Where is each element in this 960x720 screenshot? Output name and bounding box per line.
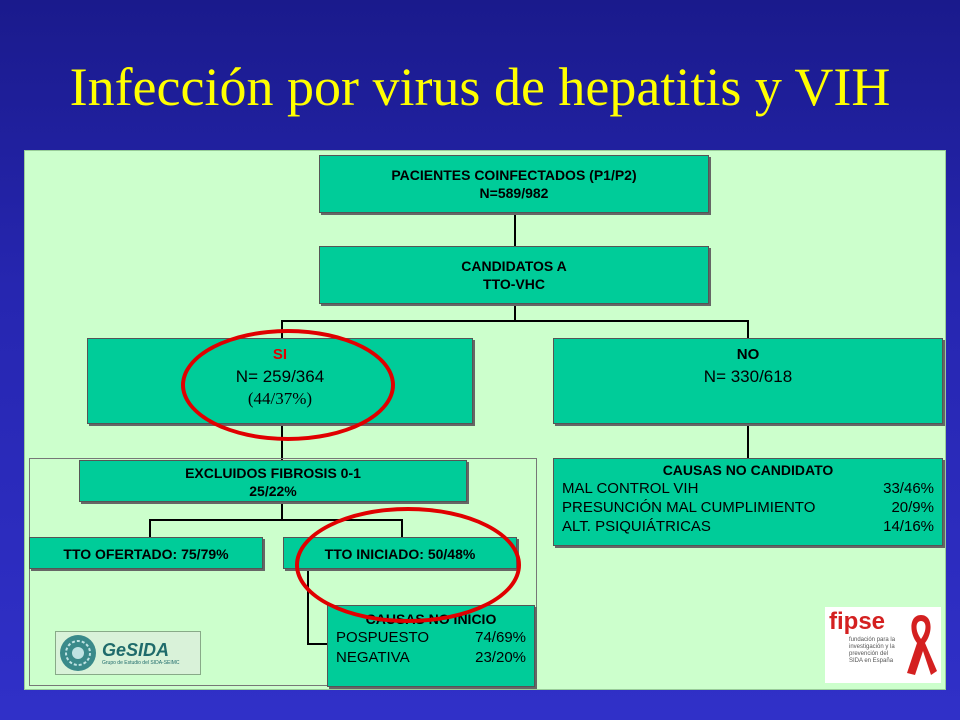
connector-line xyxy=(747,320,749,338)
causas-no-candidato-row xyxy=(554,479,942,498)
connector-line xyxy=(514,303,516,321)
node-excluidos-line2: 25/22% xyxy=(249,483,297,499)
node-ofertado-label: TTO OFERTADO: 75/79% xyxy=(63,546,229,562)
causas-no-candidato-row xyxy=(554,517,942,536)
flowchart-panel xyxy=(24,150,946,690)
highlight-circle-si xyxy=(181,329,395,441)
row-label: MAL CONTROL VIH xyxy=(562,480,699,497)
connector-line xyxy=(514,212,516,246)
globe-icon xyxy=(58,633,98,673)
fipse-logo-text: fipse xyxy=(829,608,886,635)
row-label: POSPUESTO xyxy=(336,629,430,646)
node-candidatos-line2: TTO-VHC xyxy=(483,276,545,292)
connector-line xyxy=(747,424,749,458)
node-excluidos xyxy=(79,460,467,502)
fipse-logo xyxy=(825,607,941,683)
node-candidatos-line1: CANDIDATOS A xyxy=(461,258,567,274)
causas-no-inicio-row xyxy=(328,648,534,668)
causas-no-inicio-heading: CAUSAS NO INICIO xyxy=(365,611,497,627)
gesida-logo xyxy=(55,631,201,675)
row-value: 20/9% xyxy=(891,499,934,516)
row-label: PRESUNCIÓN MAL CUMPLIMIENTO xyxy=(562,499,816,516)
fipse-logo-subtext: fundación para la investigación y la prevención del SIDA en España xyxy=(849,637,896,664)
row-label: NEGATIVA xyxy=(336,649,410,666)
causas-no-inicio-row xyxy=(328,628,534,648)
row-label: ALT. PSIQUIÁTRICAS xyxy=(562,518,711,535)
node-si-count: N= 259/364 xyxy=(235,367,325,386)
node-causas-no-candidato xyxy=(553,458,943,546)
row-value: 74/69% xyxy=(475,629,526,646)
causas-no-candidato-row xyxy=(554,498,942,517)
node-si-percent: (44/37%) xyxy=(247,389,313,408)
node-si-label: SI xyxy=(272,346,288,363)
slide-title: Infección por virus de hepatitis y VIH xyxy=(69,57,891,117)
node-coinfectados xyxy=(319,155,709,213)
node-candidatos xyxy=(319,246,709,304)
red-ribbon-icon xyxy=(903,611,939,677)
row-value: 33/46% xyxy=(883,480,934,497)
node-no xyxy=(553,338,943,424)
node-no-label: NO xyxy=(736,346,760,363)
node-ofertado xyxy=(29,537,263,569)
node-coinfectados-line2: N=589/982 xyxy=(479,185,549,201)
node-no-count: N= 330/618 xyxy=(703,367,793,386)
row-value: 14/16% xyxy=(883,518,934,535)
highlight-circle-iniciado xyxy=(295,507,521,623)
node-coinfectados-line1: PACIENTES COINFECTADOS (P1/P2) xyxy=(391,167,637,183)
row-value: 23/20% xyxy=(475,649,526,666)
causas-no-candidato-heading: CAUSAS NO CANDIDATO xyxy=(662,462,834,478)
connector-line xyxy=(281,320,749,322)
node-iniciado-label: TTO INICIADO: 50/48% xyxy=(324,546,476,562)
node-excluidos-line1: EXCLUIDOS FIBROSIS 0-1 xyxy=(185,465,361,481)
gesida-logo-subtext: Grupo de Estudio del SIDA-SEIMC xyxy=(102,659,180,666)
gesida-logo-text: GeSIDA xyxy=(102,639,170,660)
